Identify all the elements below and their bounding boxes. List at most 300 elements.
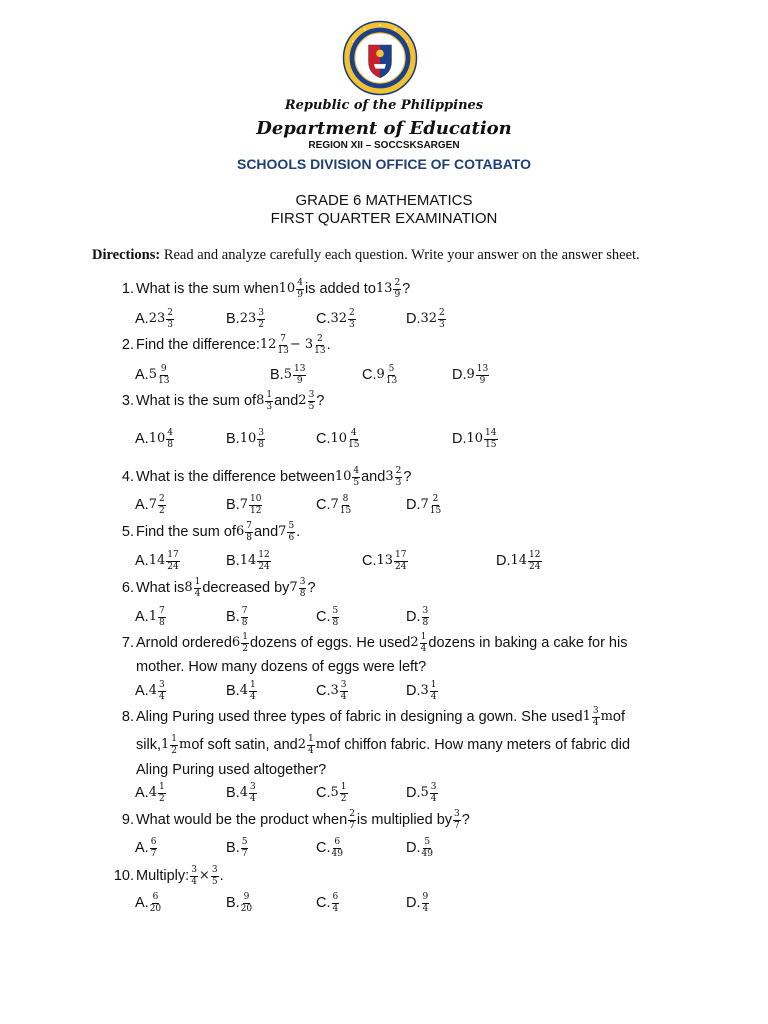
fraction [394, 551, 407, 572]
denominator: 2 [258, 319, 264, 330]
option-letter: C. [316, 609, 331, 626]
denominator: 49 [421, 848, 433, 859]
numerator: 17 [167, 549, 179, 560]
fraction [166, 309, 174, 330]
whole-number: 4 [239, 785, 248, 801]
answer-option-a [135, 491, 167, 519]
option-letter: C. [316, 840, 331, 857]
denominator: 24 [395, 561, 407, 572]
whole-number: 5 [283, 367, 292, 383]
question-6 [136, 574, 316, 602]
question-continuation [136, 653, 426, 681]
denominator: 3 [395, 477, 402, 488]
whole-number: 8 [256, 393, 265, 409]
fraction [158, 365, 169, 386]
option-letter: D. [406, 497, 421, 514]
denominator: 4 [308, 745, 314, 756]
whole-number: 2 [298, 393, 307, 409]
fraction [241, 838, 249, 859]
numerator: 1 [420, 631, 427, 642]
fraction [386, 365, 397, 386]
answer-option-d [406, 889, 430, 917]
whole-number: 14 [510, 553, 528, 569]
option-letter: C. [316, 683, 331, 700]
numerator: 6 [334, 836, 341, 847]
question-text: . [219, 868, 224, 885]
denominator: 7 [241, 848, 248, 859]
fraction [332, 607, 340, 628]
fraction [307, 735, 315, 756]
fraction [430, 783, 438, 804]
denominator: 4 [249, 793, 256, 804]
whole-number: 23 [239, 311, 257, 327]
whole-number: 4 [148, 683, 157, 699]
fraction [190, 866, 198, 887]
answer-option-b [226, 491, 263, 519]
fraction [296, 279, 304, 300]
question-8 [136, 703, 625, 731]
denominator: 6 [288, 532, 295, 543]
whole-number: 3 [385, 469, 394, 485]
option-letter: A. [135, 431, 149, 448]
answer-option-d [406, 834, 434, 862]
whole-number: 32 [420, 311, 438, 327]
denominator: 13 [157, 375, 170, 386]
answer-option-b [226, 779, 258, 807]
numerator: 3 [592, 705, 599, 716]
question-text: silk, [136, 737, 161, 754]
question-continuation [136, 731, 630, 759]
question-text: What is the sum when [136, 281, 279, 298]
whole-number: 10 [239, 431, 257, 447]
numerator: 3 [211, 864, 218, 875]
fraction [257, 309, 265, 330]
answer-option-c [316, 677, 349, 705]
whole-number: 10 [278, 281, 296, 297]
numerator: 17 [395, 549, 407, 560]
option-letter: B. [226, 840, 240, 857]
denominator: 7 [454, 820, 460, 831]
option-letter: C. [362, 553, 377, 570]
whole-number: 10 [466, 431, 484, 447]
fraction [476, 365, 489, 386]
fraction [340, 681, 348, 702]
answer-option-b [226, 889, 253, 917]
fraction [166, 551, 179, 572]
numerator: 12 [529, 549, 541, 560]
whole-number: − 3 [289, 337, 314, 353]
answer-option-a [135, 779, 167, 807]
fraction [158, 783, 166, 804]
answer-option-c [316, 305, 357, 333]
numerator: 5 [388, 363, 395, 374]
fraction [332, 838, 343, 859]
option-letter: A. [135, 840, 149, 857]
numerator: 2 [317, 333, 323, 344]
exam-title: FIRST QUARTER EXAMINATION [270, 210, 498, 227]
answer-option-c [316, 603, 340, 631]
denominator: 8 [246, 532, 252, 543]
fraction [430, 681, 438, 702]
fraction [241, 633, 249, 654]
fraction [265, 391, 273, 412]
answer-option-c [316, 491, 352, 519]
option-letter: C. [316, 497, 331, 514]
denominator: 4 [194, 588, 201, 599]
whole-number: 23 [148, 311, 166, 327]
whole-number: 1 [582, 709, 591, 725]
whole-number: 10 [148, 431, 166, 447]
fraction [241, 893, 252, 914]
answer-option-b [226, 425, 266, 453]
numerator: 7 [158, 605, 165, 616]
whole-number: 14 [148, 553, 166, 569]
fraction [422, 607, 430, 628]
question-text: What is the sum of [136, 393, 257, 410]
whole-number: m [315, 737, 329, 753]
fraction [528, 551, 541, 572]
option-letter: A. [135, 497, 149, 514]
directions [92, 247, 640, 264]
numerator: 7 [241, 605, 248, 616]
whole-number: 4 [148, 785, 157, 801]
department-title: Department of Education [256, 118, 512, 139]
fraction [393, 279, 401, 300]
numerator: 4 [167, 427, 173, 438]
question-text: Find the difference: [136, 337, 260, 354]
denominator: 20 [149, 903, 162, 914]
answer-option-d [406, 305, 447, 333]
numerator: 3 [258, 427, 264, 438]
question-text: Arnold ordered [136, 635, 232, 652]
numerator: 12 [258, 549, 270, 560]
question-text: What is the difference between [136, 469, 335, 486]
option-letter: B. [226, 553, 240, 570]
numerator: 9 [160, 363, 167, 374]
denominator: 49 [331, 848, 343, 859]
question-text: mother. How many dozens of eggs were left? [136, 659, 427, 676]
denominator: 8 [332, 617, 339, 628]
denominator: 8 [258, 439, 264, 450]
numerator: 1 [430, 679, 437, 690]
question-text: dozens in baking a cake for his [428, 635, 628, 652]
answer-option-b [226, 547, 272, 575]
question-text: ? [402, 281, 411, 298]
question-text: What would be the product when [136, 812, 348, 829]
answer-option-c [316, 425, 361, 453]
option-letter: B. [226, 895, 240, 912]
numerator: 1 [308, 733, 314, 744]
denominator: 15 [348, 439, 360, 450]
fraction [340, 783, 348, 804]
option-letter: B. [270, 367, 284, 384]
whole-number: 12 [259, 337, 277, 353]
answer-option-d [452, 425, 499, 453]
fraction [308, 391, 316, 412]
denominator: 8 [241, 617, 248, 628]
fraction [348, 309, 356, 330]
numerator: 1 [158, 781, 165, 792]
answer-option-b [226, 834, 249, 862]
numerator: 6 [332, 891, 339, 902]
numerator: 6 [152, 891, 159, 902]
question-text: ? [403, 469, 412, 486]
denominator: 5 [308, 401, 315, 412]
option-letter: B. [226, 497, 240, 514]
option-letter: A. [135, 311, 149, 328]
option-letter: A. [135, 785, 149, 802]
option-letter: D. [406, 311, 421, 328]
question-9 [136, 806, 470, 834]
denominator: 2 [340, 793, 347, 804]
whole-number: 10 [330, 431, 348, 447]
whole-number: 7 [330, 497, 339, 513]
question-3 [136, 387, 324, 415]
question-number: 4. [121, 469, 134, 485]
denominator: 15 [339, 505, 352, 516]
question-text: of [612, 709, 625, 726]
whole-number: 14 [239, 553, 257, 569]
fraction [257, 551, 270, 572]
option-letter: D. [406, 895, 421, 912]
answer-option-a [135, 305, 175, 333]
fraction [150, 893, 161, 914]
numerator: 1 [171, 733, 177, 744]
answer-option-c [316, 779, 349, 807]
numerator: 3 [454, 808, 460, 819]
fraction [422, 893, 430, 914]
whole-number: 3 [330, 683, 339, 699]
answer-option-b [226, 677, 258, 705]
numerator: 1 [266, 389, 273, 400]
question-number: 9. [121, 812, 134, 828]
question-text: and [361, 469, 386, 486]
denominator: 2 [158, 505, 165, 516]
answer-option-d [496, 547, 543, 575]
answer-option-c [316, 834, 344, 862]
question-text: . [296, 524, 301, 541]
fraction [241, 607, 249, 628]
denominator: 4 [340, 691, 347, 702]
numerator: 3 [430, 781, 437, 792]
numerator: 2 [439, 307, 445, 318]
fraction [249, 681, 257, 702]
numerator: 13 [293, 363, 306, 374]
option-letter: B. [226, 609, 240, 626]
fraction [166, 429, 174, 450]
question-number: 6. [121, 580, 134, 596]
question-number: 2. [121, 337, 134, 353]
denominator: 9 [479, 375, 486, 386]
option-letter: D. [496, 553, 511, 570]
fraction [299, 578, 307, 599]
option-letter: B. [226, 785, 240, 802]
denominator: 4 [249, 691, 256, 702]
numerator: 10 [249, 493, 262, 504]
fraction [249, 783, 257, 804]
denominator: 7 [349, 820, 355, 831]
denominator: 4 [592, 717, 599, 728]
question-number: 1. [121, 281, 134, 297]
whole-number: 7 [278, 524, 287, 540]
fraction [293, 365, 306, 386]
whole-number: 13 [376, 553, 394, 569]
whole-number: 7 [289, 580, 298, 596]
denominator: 13 [385, 375, 398, 386]
fraction [422, 838, 433, 859]
question-text: dozens of eggs. He used [249, 635, 411, 652]
whole-number: 8 [184, 580, 193, 596]
numerator: 9 [422, 891, 429, 902]
whole-number: 7 [420, 497, 429, 513]
numerator: 6 [150, 836, 157, 847]
option-letter: D. [406, 683, 421, 700]
numerator: 2 [349, 808, 355, 819]
option-letter: C. [316, 895, 331, 912]
numerator: 2 [394, 277, 401, 288]
denominator: 4 [422, 903, 429, 914]
option-letter: B. [226, 431, 240, 448]
numerator: 2 [167, 307, 173, 318]
deped-seal-logo [342, 20, 418, 96]
option-letter: D. [406, 785, 421, 802]
question-text: is multiplied by [356, 812, 453, 829]
numerator: 3 [258, 307, 264, 318]
question-text: of soft satin, and [191, 737, 298, 754]
question-text: and [274, 393, 299, 410]
question-number: 3. [121, 393, 134, 409]
numerator: 8 [342, 493, 349, 504]
question-number: 7. [121, 635, 134, 651]
fraction [150, 838, 158, 859]
fraction [245, 522, 253, 543]
answer-option-a [135, 603, 167, 631]
fraction [170, 735, 178, 756]
numerator: 2 [432, 493, 439, 504]
fraction [430, 495, 441, 516]
question-5 [136, 518, 300, 546]
fraction [352, 467, 360, 488]
whole-number: 6 [235, 524, 245, 540]
answer-option-d [406, 779, 439, 807]
numerator: 2 [395, 465, 402, 476]
denominator: 3 [349, 319, 355, 330]
question-text: Multiply: [136, 868, 190, 885]
fraction [249, 495, 262, 516]
option-letter: A. [135, 895, 149, 912]
whole-number: 32 [330, 311, 348, 327]
numerator: 5 [424, 836, 431, 847]
whole-number: 13 [375, 281, 393, 297]
numerator: 3 [299, 576, 306, 587]
fraction [438, 309, 446, 330]
denominator: 3 [439, 319, 445, 330]
denominator: 12 [249, 505, 262, 516]
numerator: 4 [353, 465, 360, 476]
option-letter: B. [226, 311, 240, 328]
whole-number: m [600, 709, 613, 725]
question-number: 8. [121, 709, 134, 725]
numerator: 3 [422, 605, 429, 616]
answer-option-c [362, 361, 398, 389]
answer-option-c [316, 889, 340, 917]
question-text: decreased by [202, 580, 290, 597]
denominator: 24 [258, 561, 270, 572]
whole-number: 5 [330, 785, 339, 801]
denominator: 15 [429, 505, 442, 516]
fraction [348, 810, 356, 831]
fraction [158, 681, 166, 702]
numerator: 7 [246, 520, 252, 531]
fraction [287, 522, 295, 543]
question-text: What is [136, 580, 185, 597]
denominator: 4 [420, 643, 427, 654]
fraction [340, 495, 351, 516]
answer-option-a [135, 425, 175, 453]
denominator: 13 [314, 345, 326, 356]
whole-number: 7 [239, 497, 248, 513]
whole-number: 5 [420, 785, 429, 801]
denominator: 20 [240, 903, 253, 914]
denominator: 13 [277, 345, 289, 356]
option-letter: C. [362, 367, 377, 384]
question-text: ? [316, 393, 325, 410]
answer-option-d [406, 491, 442, 519]
denominator: 24 [529, 561, 541, 572]
numerator: 5 [288, 520, 295, 531]
option-letter: D. [406, 840, 421, 857]
question-number: 10. [113, 868, 134, 884]
denominator: 4 [430, 793, 437, 804]
region-line: REGION XII – SOCCSKSARGEN [308, 140, 460, 151]
question-text: Aling Puring used three types of fabric in designing a gown. She used [136, 709, 583, 726]
option-letter: D. [452, 367, 467, 384]
denominator: 8 [158, 617, 165, 628]
fraction [158, 495, 166, 516]
fraction [592, 707, 600, 728]
fraction [257, 429, 265, 450]
denominator: 2 [158, 793, 165, 804]
numerator: 2 [349, 307, 355, 318]
denominator: 15 [485, 439, 497, 450]
option-letter: A. [135, 553, 149, 570]
fraction [194, 578, 202, 599]
fraction [332, 893, 340, 914]
question-number: 5. [121, 524, 134, 540]
numerator: 5 [241, 836, 248, 847]
question-text: ? [461, 812, 470, 829]
numerator: 13 [476, 363, 489, 374]
denominator: 4 [332, 903, 339, 914]
denominator: 5 [353, 477, 360, 488]
whole-number: 2 [410, 635, 419, 651]
division-office: SCHOOLS DIVISION OFFICE OF COTABATO [236, 156, 531, 172]
numerator: 2 [158, 493, 165, 504]
answer-option-a [135, 677, 167, 705]
fraction [314, 335, 325, 356]
answer-option-b [226, 603, 249, 631]
numerator: 3 [158, 679, 165, 690]
numerator: 4 [297, 277, 303, 288]
option-letter: C. [316, 785, 331, 802]
denominator: 5 [211, 876, 218, 887]
answer-option-d [452, 361, 490, 389]
question-text: ? [307, 580, 316, 597]
denominator: 9 [394, 289, 401, 300]
denominator: 8 [299, 588, 306, 599]
denominator: 8 [167, 439, 173, 450]
fraction [484, 429, 497, 450]
